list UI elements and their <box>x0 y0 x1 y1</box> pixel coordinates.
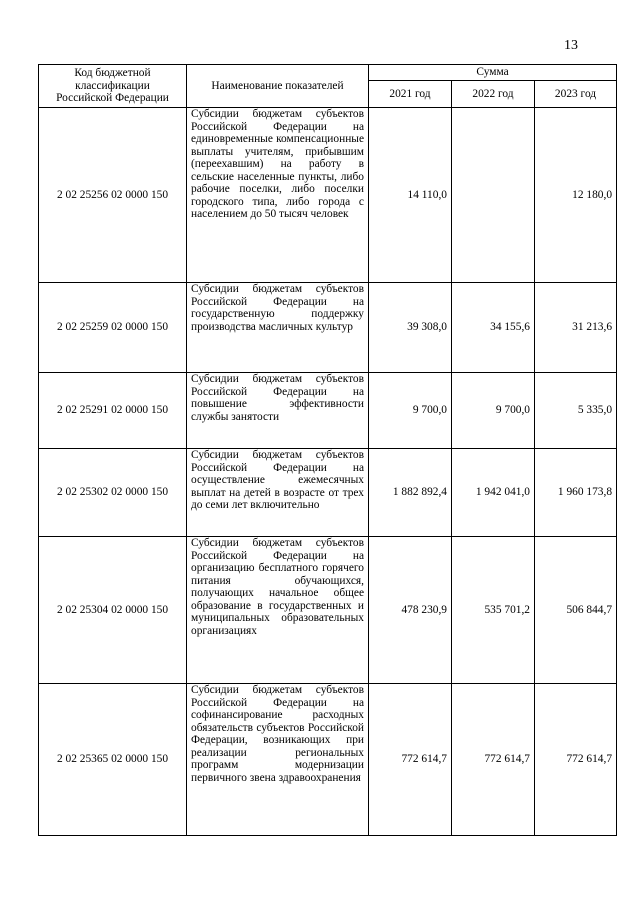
value-2022: 34 155,6 <box>452 283 535 373</box>
value-2023: 1 960 173,8 <box>535 449 617 537</box>
budget-code: 2 02 25259 02 0000 150 <box>39 283 187 373</box>
budget-code: 2 02 25302 02 0000 150 <box>39 449 187 537</box>
budget-code: 2 02 25291 02 0000 150 <box>39 373 187 449</box>
table-row <box>39 684 617 836</box>
indicator-name <box>187 684 369 836</box>
value-2023: 772 614,7 <box>535 684 617 836</box>
indicator-name-text: Субсидии бюджетам субъектов Российской Федерации на повышение эффективности службы занятости <box>191 373 364 423</box>
value-2022: 9 700,0 <box>452 373 535 449</box>
value-2022: 772 614,7 <box>452 684 535 836</box>
header-year-2023: 2023 год <box>535 81 617 108</box>
table-row <box>39 373 617 449</box>
budget-code: 2 02 25304 02 0000 150 <box>39 537 187 684</box>
indicator-name-text: Субсидии бюджетам субъектов Российской Федерации на организацию бесплатного горячего питания обучающихся, получающих начальное общее образование в государственных и муниципальных образовательных организациях <box>191 537 364 637</box>
value-2023: 5 335,0 <box>535 373 617 449</box>
value-2023: 506 844,7 <box>535 537 617 684</box>
budget-table <box>38 64 617 836</box>
value-2021: 9 700,0 <box>369 373 452 449</box>
header-name: Наименование показателей <box>187 65 369 108</box>
indicator-name <box>187 283 369 373</box>
table-row <box>39 537 617 684</box>
table-row <box>39 283 617 373</box>
value-2021: 772 614,7 <box>369 684 452 836</box>
indicator-name-text: Субсидии бюджетам субъектов Российской Федерации на осуществление ежемесячных выплат на детей в возрасте от трех до семи лет включительно <box>191 449 364 511</box>
value-2022: 1 942 041,0 <box>452 449 535 537</box>
value-2022: 535 701,2 <box>452 537 535 684</box>
header-sum: Сумма <box>369 65 617 81</box>
indicator-name <box>187 108 369 283</box>
page-number: 13 <box>564 38 578 53</box>
table-row <box>39 449 617 537</box>
indicator-name <box>187 449 369 537</box>
indicator-name <box>187 537 369 684</box>
header-code: Код бюджетной классификации Российской Федерации <box>39 65 187 108</box>
indicator-name <box>187 373 369 449</box>
value-2023: 31 213,6 <box>535 283 617 373</box>
header-year-2021: 2021 год <box>369 81 452 108</box>
value-2023: 12 180,0 <box>535 108 617 283</box>
indicator-name-text: Субсидии бюджетам субъектов Российской Федерации на государственную поддержку производства масличных культур <box>191 283 364 333</box>
value-2022 <box>452 108 535 283</box>
budget-code: 2 02 25365 02 0000 150 <box>39 684 187 836</box>
table-row <box>39 108 617 283</box>
indicator-name-text: Субсидии бюджетам субъектов Российской Федерации на софинансирование расходных обязательств субъектов Российской Федерации, возникающих при реализации региональных программ модернизации первичного звена здравоохранения <box>191 684 364 784</box>
value-2021: 1 882 892,4 <box>369 449 452 537</box>
value-2021: 39 308,0 <box>369 283 452 373</box>
header-year-2022: 2022 год <box>452 81 535 108</box>
indicator-name-text: Субсидии бюджетам субъектов Российской Федерации на единовременные компенсационные выплаты учителям, прибывшим (переехавшим) на работу в сельские населенные пункты, либо рабочие поселки, либо поселки городского типа, либо города с населением до 50 тысяч человек <box>191 108 364 220</box>
budget-code: 2 02 25256 02 0000 150 <box>39 108 187 283</box>
value-2021: 478 230,9 <box>369 537 452 684</box>
value-2021: 14 110,0 <box>369 108 452 283</box>
